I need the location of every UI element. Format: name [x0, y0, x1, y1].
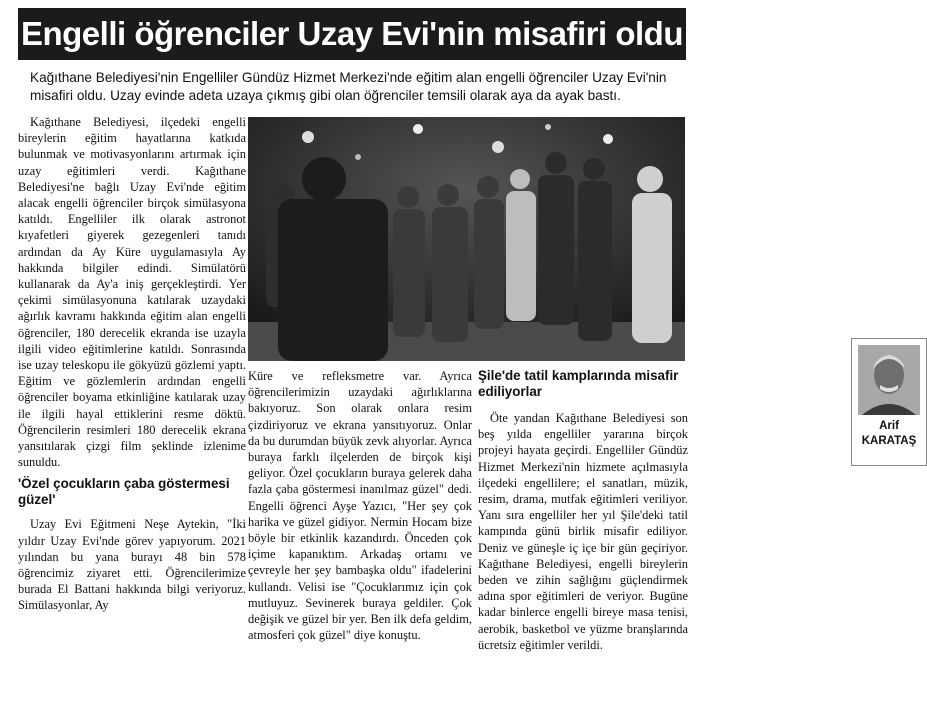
article-column-1	[18, 114, 246, 614]
column1-paragraph-1: Kağıthane Belediyesi, ilçedeki engelli bireylerin eğitim hayatlarına katkıda bulunmak ve motivasyonlarını artırmak için uzay eğitimleri verdi. Kağıthane Belediyesi'ne bağlı Uzay Evi'nde eğitim alacak engelli öğrenciler birçok simülasyona katıldı. Engelliler ilk olarak astronot kıyafetleri giyerek gezegenleri tanıdı ardından da Ay Küre uygulamasıyla Ay hakkında bilgiler edindi. Simülatörü kullanarak da Ay'a iniş gerçekleştirdi. Yer çekimi simülasyonuna katılarak uzaydaki ağırlık kavramı hakkında eğitim alan engelli öğrenciler, 180 derecelik ekranda ise uzayla ilgili video eğitimlerine katıldı. Sonrasında ise uzay teleskopu ile gökyüzü gözlemi yaptı. Eğitim ve gözlemlerin ardından engelli öğrenciler boyama etkinliğine katılarak uzay ile ilgili hayal ettiklerini resme döktü. Öğrencilerin resimleri 180 derecelik ekrana yansıtılarak çizgi film şeklinde izlenime sunuldu.	[18, 115, 246, 470]
column1-paragraph-2: Uzay Evi Eğitmeni Neşe Aytekin, "İki yıldır Uzay Evi'nde görev yapıyorum. 2021 yılından bu yana burayı 48 bin 578 öğrencimiz ziyaret etti. Öğrencilerimize burada El Battani hakkında bilgi veriyoruz. Simülasyonlar, Ay	[18, 517, 246, 613]
column2-paragraph-1: Küre ve refleksmetre var. Ayrıca öğrencilerimizin uzaydaki ağırlıklarına bakıyoruz. Son olarak onlara resim çizdiriyoruz ve ekrana yansıtıyoruz. Onlar da bu durumdan büyük zevk alıyorlar. Ayrıca buraya farklı ilçelerden de birçok kişi geliyor. Özel çocukların buraya gelerek daha fazla çaba göstermesi inanılmaz güzel" dedi. Engelli öğrenci Ayşe Yazıcı, "Her şey çok harika ve güzel gidiyor. Nermin Hocam bize böyle bir etkinlik kazandırdı. Önceden çok içime kapanıktım. Arkadaş ortamı ve çevreyle her şey bambaşka oldu" ifadelerini kullandı. Velisi ise "Çocuklarımız için çok mutluyuz. Sevinerek buraya geldiler. Çok değişik ve güzel bir yer. Ben ilk defa geldim, atmosferi çok güzel" diye konuştu.	[248, 369, 472, 643]
author-byline	[851, 338, 927, 466]
subheading-sile-kamp: Şile'de tatil kamplarında misafir ediliyorlar	[478, 368, 679, 399]
article-column-3	[478, 368, 688, 653]
headline: Engelli öğrenciler Uzay Evi'nin misafiri oldu	[18, 8, 686, 60]
lead-paragraph: Kağıthane Belediyesi'nin Engelliler Gündüz Hizmet Merkezi'nde eğitim alan engelli öğrenciler Uzay Evi'nin misafiri oldu. Uzay evinde adeta uzaya çıkmış gibi olan öğrenciler temsili olarak aya da ayak bastı.	[30, 70, 667, 103]
subheading-ozel-cocuklar: 'Özel çocukların çaba göstermesi güzel'	[18, 476, 230, 508]
author-name: Arif KARATAŞ	[861, 420, 917, 447]
author-photo	[858, 345, 920, 415]
group-photo-illustration	[248, 117, 685, 361]
column3-paragraph-1: Öte yandan Kağıthane Belediyesi son beş yılda engelliler yararına birçok projeyi hayata geçirdi. Engelliler Gündüz Hizmet Merkezi'nin hizmete açılmasıyla ilçedeki engellilere; el sanatları, müzik, resim, drama, mutfak eğitimleri veriliyor. Yanı sıra engelliler her yıl Şile'deki tatil kampında günü birlik misafir ediliyor. Deniz ve güneşle iç içe bir gün geçiriyor. Kağıthane Belediyesi, engelli bireylerin beden ve zihin sağlığını güçlendirmek adına spor eğitimleri de veriyor. Bugüne kadar binlerce engelli bireye masa tenisi, aerobik, basketbol ve yüzme branşlarında ücretsiz eğitimler verildi.	[478, 411, 688, 652]
article-column-2	[248, 368, 472, 643]
